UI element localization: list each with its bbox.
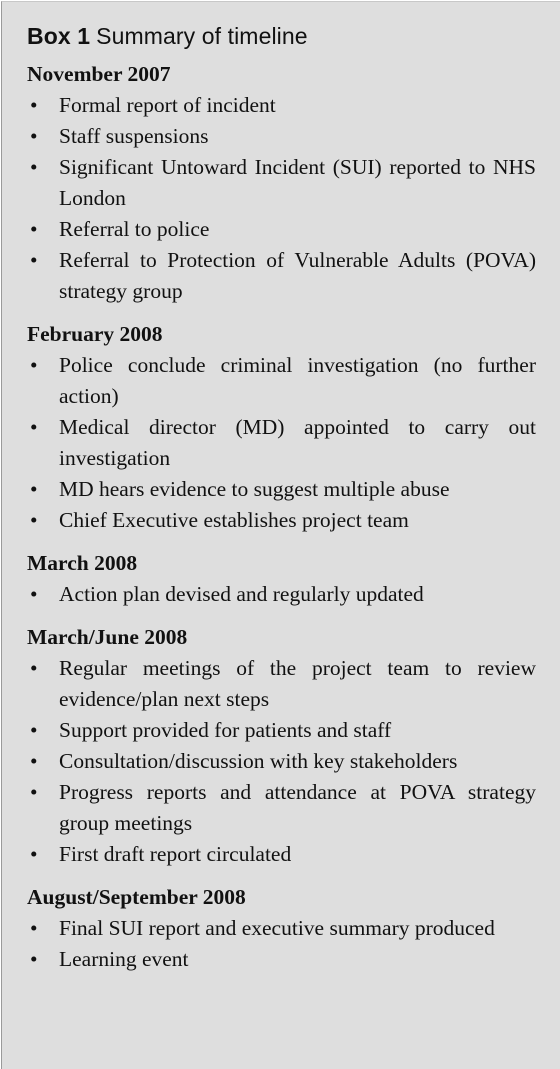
bullet-icon: • — [30, 718, 38, 742]
list-item — [27, 653, 536, 715]
bullet-icon: • — [30, 508, 38, 532]
bullet-icon: • — [30, 248, 38, 272]
section-heading: March 2008 — [27, 551, 138, 575]
bullet-icon: • — [30, 842, 38, 866]
list-item — [27, 579, 536, 610]
bullet-icon: • — [30, 353, 38, 377]
list-item — [27, 245, 536, 307]
item-list — [27, 579, 536, 610]
list-item — [27, 505, 536, 536]
timeline-section — [27, 59, 536, 307]
list-item — [27, 746, 536, 777]
bullet-icon: • — [30, 93, 38, 117]
bullet-icon: • — [30, 415, 38, 439]
timeline-section — [27, 548, 536, 610]
list-item — [27, 913, 536, 944]
bullet-icon: • — [30, 217, 38, 241]
timeline-section — [27, 882, 536, 975]
item-text: Consultation/discussion with key stakeholders — [59, 749, 458, 773]
bullet-icon: • — [30, 582, 38, 606]
item-text: Referral to Protection of Vulnerable Adults (POVA) strategy group — [59, 248, 536, 303]
item-text: Chief Executive establishes project team — [59, 508, 409, 532]
timeline-box — [1, 1, 560, 1069]
list-item — [27, 350, 536, 412]
list-item — [27, 944, 536, 975]
list-item — [27, 121, 536, 152]
bullet-icon: • — [30, 780, 38, 804]
list-item — [27, 152, 536, 214]
item-text: MD hears evidence to suggest multiple abuse — [59, 477, 450, 501]
item-text: Medical director (MD) appointed to carry out investigation — [59, 415, 536, 470]
item-list — [27, 90, 536, 307]
box-title-text: Summary of timeline — [96, 23, 308, 49]
item-list — [27, 913, 536, 975]
list-item — [27, 412, 536, 474]
item-text: Regular meetings of the project team to review evidence/plan next steps — [59, 656, 536, 711]
timeline-section — [27, 319, 536, 536]
bullet-icon: • — [30, 749, 38, 773]
item-text: Referral to police — [59, 217, 210, 241]
item-text: Staff suspensions — [59, 124, 209, 148]
list-item — [27, 214, 536, 245]
box-title — [27, 21, 536, 51]
list-item — [27, 839, 536, 870]
item-text: Support provided for patients and staff — [59, 718, 392, 742]
item-text: Police conclude criminal investigation (no further action) — [59, 353, 536, 408]
item-text: Learning event — [59, 947, 189, 971]
item-text: Significant Untoward Incident (SUI) reported to NHS London — [59, 155, 536, 210]
item-text: Action plan devised and regularly updated — [59, 582, 424, 606]
bullet-icon: • — [30, 124, 38, 148]
box-number: Box 1 — [27, 23, 91, 49]
bullet-icon: • — [30, 477, 38, 501]
bullet-icon: • — [30, 947, 38, 971]
section-heading: November 2007 — [27, 62, 171, 86]
list-item — [27, 715, 536, 746]
item-text: Final SUI report and executive summary produced — [59, 916, 495, 940]
list-item — [27, 474, 536, 505]
item-text: Progress reports and attendance at POVA strategy group meetings — [59, 780, 536, 835]
timeline-section — [27, 622, 536, 870]
section-heading: March/June 2008 — [27, 625, 188, 649]
item-text: Formal report of incident — [59, 93, 276, 117]
list-item — [27, 90, 536, 121]
bullet-icon: • — [30, 916, 38, 940]
section-heading: February 2008 — [27, 322, 163, 346]
bullet-icon: • — [30, 656, 38, 680]
item-text: First draft report circulated — [59, 842, 292, 866]
bullet-icon: • — [30, 155, 38, 179]
list-item — [27, 777, 536, 839]
item-list — [27, 653, 536, 870]
item-list — [27, 350, 536, 536]
section-heading: August/September 2008 — [27, 885, 246, 909]
